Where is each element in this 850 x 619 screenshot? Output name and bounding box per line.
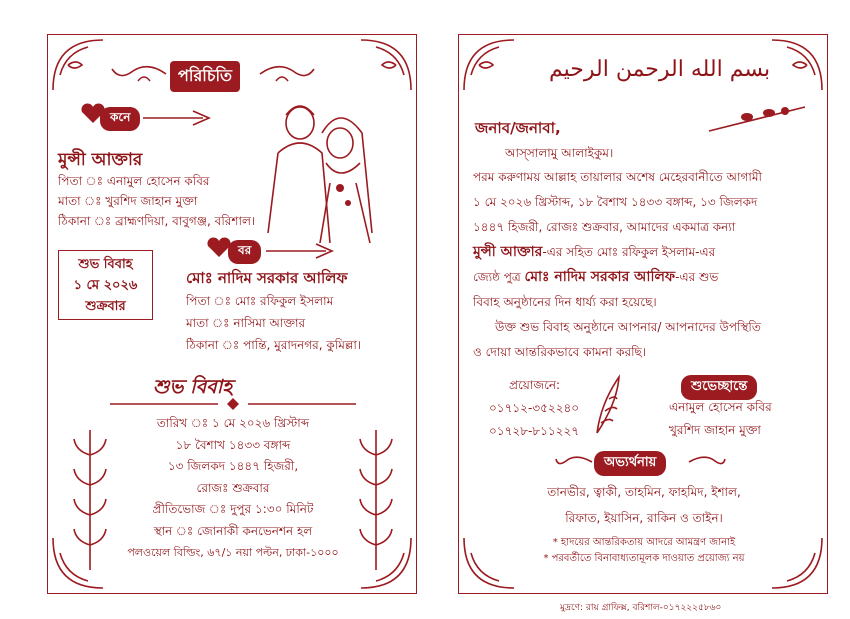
note-1: * হাদয়ের আন্তরিকতায় আদরে আমন্ত্রণ জানাই [552,537,736,548]
birds-branch-icon [707,101,807,135]
divider-ornament-icon [108,397,358,411]
bride-mother: মাতা ঃ খুরশিদ জাহান মুক্তা [58,194,198,208]
bride-name-inline: মুন্সী আক্তার [473,244,543,260]
corner-ornament-icon [356,35,416,95]
corner-ornament-icon [459,35,519,95]
invitation-body [473,165,762,365]
line4-tail: -এর সহিত মোঃ রফিকুল ইসলাম-এর [542,245,716,259]
corner-ornament-icon [48,35,108,95]
groom-mother: মাতা ঃ নাসিমা আক্তার [186,316,306,330]
notes [469,535,819,567]
wisher-1: এনামুল হোসেন কবির [669,400,772,414]
flourish-left-icon [554,453,594,471]
flourish-right-icon [687,453,727,471]
phone-number-1: ০১৭১২-৩৫২২৪০ [489,401,580,415]
printer-credit: মুদ্রণে: রায় গ্রাফিক্স, বরিশাল-০১৭২২২৫৮৬০ [560,603,722,613]
date-box-line2: ১ মে ২০২৬ [73,278,138,293]
flourish-right-icon [258,59,318,89]
note-2: * পরবর্তীতে বিনাবাধ্যতামূলক দাওয়াত প্রয়োজ্য নয় [543,553,745,564]
welcome-names [469,479,819,531]
body-line [473,265,762,290]
body-line: পরম করুণাময় আল্লাহ তায়ালার অশেষ মেহেরবানীতে আগামী [473,170,762,184]
body-line: ১৪৪৭ হিজরী, রোজঃ শুক্রবার, আমাদের একমাত্র কন্যা [473,220,736,234]
groom-name-inline: মোঃ নাদিম সরকার আলিফ [524,269,676,285]
phone-number-2: ০১৭২৮-৮১১২২৭ [489,424,580,438]
bride-name: মুন্সী আক্তার [58,150,143,170]
groom-address: ঠিকানা ঃ পান্তি, মুরাদনগর, কুমিল্লা। [186,338,362,352]
salutation: জনাব/জনাবা, [475,119,561,137]
detail-line: প্রীতিভোজ ঃ দুপুর ১:৩০ মিনিট [152,502,314,516]
right-card [458,34,828,594]
body-line: ও দোয়া আন্তরিকভাবে কামনা করছি। [473,345,647,359]
corner-ornament-icon [767,35,827,95]
body-line: উক্ত শুভ বিবাহ অনুষ্ঠানে আপনার/ আপনাদের উপস্থিতি [495,320,761,334]
bismillah-calligraphy: بسم الله الرحمن الرحيم [549,57,771,82]
arrow-tail-icon [143,109,213,127]
groom-father: পিতা ঃ মোঃ রফিকুল ইসলাম [186,294,334,308]
detail-line: ১৮ বৈশাখ ১৪৩৩ বঙ্গাব্দ [175,437,291,452]
body-line: বিবাহ অনুষ্ঠানের দিন ধার্য্য করা হয়েছে। [473,295,657,309]
groom-name: মোঃ নাদিম সরকার আলিফ [186,269,348,287]
feather-quill-icon [591,373,625,437]
welcome-title: অভ্যর্থনায় [594,451,666,476]
wedding-details [88,413,378,564]
body-line: ১ মে ২০২৬ খ্রিস্টাব্দ, ১৮ বৈশাখ ১৪৩৩ বঙ্গাব্দ, ১৩ জিলকদ [473,195,758,209]
couple-illustration-icon [260,93,390,243]
groom-tag: বর [228,240,261,264]
date-box-line3: শুক্রবার [85,299,126,314]
detail-line: পলওয়েল বিল্ডিং, ৬৭/১ নয়া পল্টন, ঢাকা-১০০০ [127,546,339,559]
contact-label: প্রয়োজনে: [509,378,561,392]
wisher-2: খুরশিদ জাহান মুক্তা [669,423,761,437]
detail-line: ১৩ জিলকদ ১৪৪৭ হিজরী, [167,459,299,473]
wishers-title: শুভেচ্ছান্তে [681,375,757,400]
detail-line: স্থান ঃ জোনাকী কনভেনশন হল [153,523,313,538]
line5-head: জ্যেষ্ঠ পুত্র [473,270,521,284]
welcome-line-2: রিফাত, ইয়াসিন, রাকিন ও তাইন। [565,511,723,525]
welcome-line-1: তানভীর, ত্বাকী, তাহমিন, ফাহমিদ, ইশাল, [547,485,741,499]
detail-line: রোজঃ শুক্রবার [196,480,270,495]
arrow-tail-icon [266,242,336,260]
body-line [473,240,762,265]
wedding-date-box [58,250,153,320]
flourish-left-icon [108,59,168,89]
bride-address: ঠিকানা ঃ ব্রাহ্মণদিয়া, বাবুগঞ্জ, বরিশাল। [58,214,256,228]
wedding-title: শুভ বিবাহ [153,376,233,398]
left-card [47,34,417,594]
bride-father: পিতা ঃ এনামুল হোসেন কবির [58,174,210,188]
greeting: আস্সালামু আলাইকুম। [505,146,614,160]
date-box-line1: শুভ বিবাহ [78,257,133,272]
line5-tail: -এর শুভ [675,270,719,284]
detail-line: তারিখ ঃ ১ মে ২০২৬ খ্রিস্টাব্দ [156,416,310,430]
bride-tag: কনে [100,107,140,131]
introduction-title: পরিচিতি [170,61,240,92]
